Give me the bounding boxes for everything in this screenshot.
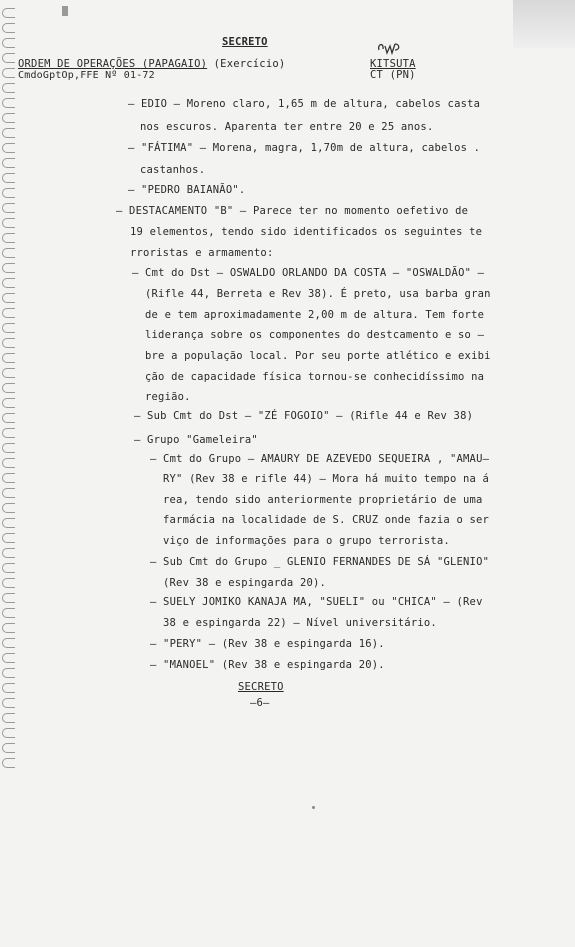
binding-ring xyxy=(2,653,15,663)
binding-ring xyxy=(2,368,15,378)
classification-bottom: SECRETO xyxy=(238,681,284,693)
body-line: – Cmt do Grupo – AMAURY DE AZEVEDO SEQUEIRA , "AMAU– xyxy=(150,453,490,465)
body-line: de e tem aproximadamente 2,00 m de altura. Tem forte xyxy=(145,309,485,321)
binding-ring xyxy=(2,488,15,498)
binding-ring xyxy=(2,263,15,273)
binding-ring xyxy=(2,413,15,423)
binding-ring xyxy=(2,458,15,468)
binding-ring xyxy=(2,698,15,708)
binding-ring xyxy=(2,638,15,648)
binding-ring xyxy=(2,278,15,288)
classification-top: SECRETO xyxy=(222,36,268,48)
body-line: – "FÁTIMA" – Morena, magra, 1,70m de altura, cabelos . xyxy=(128,142,481,154)
binding-ring xyxy=(2,608,15,618)
body-line: região. xyxy=(145,391,191,403)
binding-ring xyxy=(2,518,15,528)
binding-ring xyxy=(2,218,15,228)
right-header-line1: KITSUTA xyxy=(370,58,416,70)
body-line: – Sub Cmt do Dst – "ZÉ FOGOIO" – (Rifle 44 e Rev 38) xyxy=(134,410,474,422)
binding-ring xyxy=(2,668,15,678)
binding-ring xyxy=(2,548,15,558)
binding-ring xyxy=(2,143,15,153)
binding-ring xyxy=(2,128,15,138)
body-line: – Sub Cmt do Grupo _ GLENIO FERNANDES DE SÁ "GLENIO" xyxy=(150,556,490,568)
binding-ring xyxy=(2,623,15,633)
body-line: – "PERY" – (Rev 38 e espingarda 16). xyxy=(150,638,385,650)
scan-speck xyxy=(312,806,315,809)
binding-ring xyxy=(2,38,15,48)
binding-ring xyxy=(2,503,15,513)
binding-ring xyxy=(2,83,15,93)
body-line: nos escuros. Aparenta ter entre 20 e 25 anos. xyxy=(140,121,434,133)
body-line: ção de capacidade física tornou-se conhecidíssimo na xyxy=(145,371,485,383)
page-number: –6– xyxy=(250,697,270,709)
binding-ring xyxy=(2,23,15,33)
body-line: 38 e espingarda 22) – Nível universitário. xyxy=(163,617,437,629)
spiral-binding xyxy=(0,0,18,780)
binding-ring xyxy=(2,8,15,18)
binding-ring xyxy=(2,443,15,453)
body-line: – DESTACAMENTO "B" – Parece ter no momento oefetivo de xyxy=(116,205,469,217)
binding-ring xyxy=(2,188,15,198)
binding-ring xyxy=(2,353,15,363)
body-line: (Rifle 44, Berreta e Rev 38). É preto, usa barba gran xyxy=(145,288,491,300)
binding-ring xyxy=(2,563,15,573)
body-line: – Cmt do Dst – OSWALDO ORLANDO DA COSTA – "OSWALDÃO" – xyxy=(132,267,485,279)
body-line: – EDIO – Moreno claro, 1,65 m de altura, cabelos casta xyxy=(128,98,481,110)
binding-ring xyxy=(2,728,15,738)
binding-ring xyxy=(2,98,15,108)
body-line: liderança sobre os componentes do destcamento e so – xyxy=(145,329,485,341)
body-line: bre a população local. Por seu porte atlético e exibi xyxy=(145,350,491,362)
order-title-line xyxy=(18,58,285,70)
binding-ring xyxy=(2,53,15,63)
binding-ring xyxy=(2,383,15,393)
order-title: ORDEM DE OPERAÇÕES (PAPAGAIO) xyxy=(18,58,208,70)
binding-ring xyxy=(2,428,15,438)
body-line: (Rev 38 e espingarda 20). xyxy=(163,577,327,589)
binding-ring xyxy=(2,533,15,543)
binding-ring xyxy=(2,593,15,603)
binding-ring xyxy=(2,203,15,213)
binding-ring xyxy=(2,758,15,768)
body-line: castanhos. xyxy=(140,164,206,176)
binding-ring xyxy=(2,323,15,333)
order-type: (Exercício) xyxy=(213,58,286,70)
binding-ring xyxy=(2,713,15,723)
scan-speck xyxy=(62,6,68,16)
body-line: farmácia na localidade de S. CRUZ onde fazia o ser xyxy=(163,514,490,526)
binding-ring xyxy=(2,293,15,303)
binding-ring xyxy=(2,68,15,78)
binding-ring xyxy=(2,578,15,588)
body-line: RY" (Rev 38 e rifle 44) – Mora há muito tempo na á xyxy=(163,473,490,485)
binding-ring xyxy=(2,398,15,408)
body-line: – Grupo "Gameleira" xyxy=(134,434,258,446)
scanner-shadow xyxy=(513,0,575,48)
body-line: rea, tendo sido anteriormente proprietário de uma xyxy=(163,494,483,506)
order-reference: CmdoGptOp,FFE Nº 01-72 xyxy=(18,70,155,81)
binding-ring xyxy=(2,173,15,183)
body-line: – "PEDRO BAIANÃO". xyxy=(128,184,246,196)
binding-ring xyxy=(2,158,15,168)
binding-ring xyxy=(2,338,15,348)
body-line: viço de informações para o grupo terrorista. xyxy=(163,535,450,547)
body-line: – "MANOEL" (Rev 38 e espingarda 20). xyxy=(150,659,385,671)
binding-ring xyxy=(2,308,15,318)
binding-ring xyxy=(2,233,15,243)
binding-ring xyxy=(2,743,15,753)
binding-ring xyxy=(2,683,15,693)
binding-ring xyxy=(2,473,15,483)
binding-ring xyxy=(2,248,15,258)
right-header-line2: CT (PN) xyxy=(370,69,416,81)
handwritten-initials xyxy=(376,38,402,58)
body-line: 19 elementos, tendo sido identificados os seguintes te xyxy=(130,226,483,238)
binding-ring xyxy=(2,113,15,123)
body-line: rroristas e armamento: xyxy=(130,247,274,259)
body-line: – SUELY JOMIKO KANAJA MA, "SUELI" ou "CHICA" – (Rev xyxy=(150,596,483,608)
